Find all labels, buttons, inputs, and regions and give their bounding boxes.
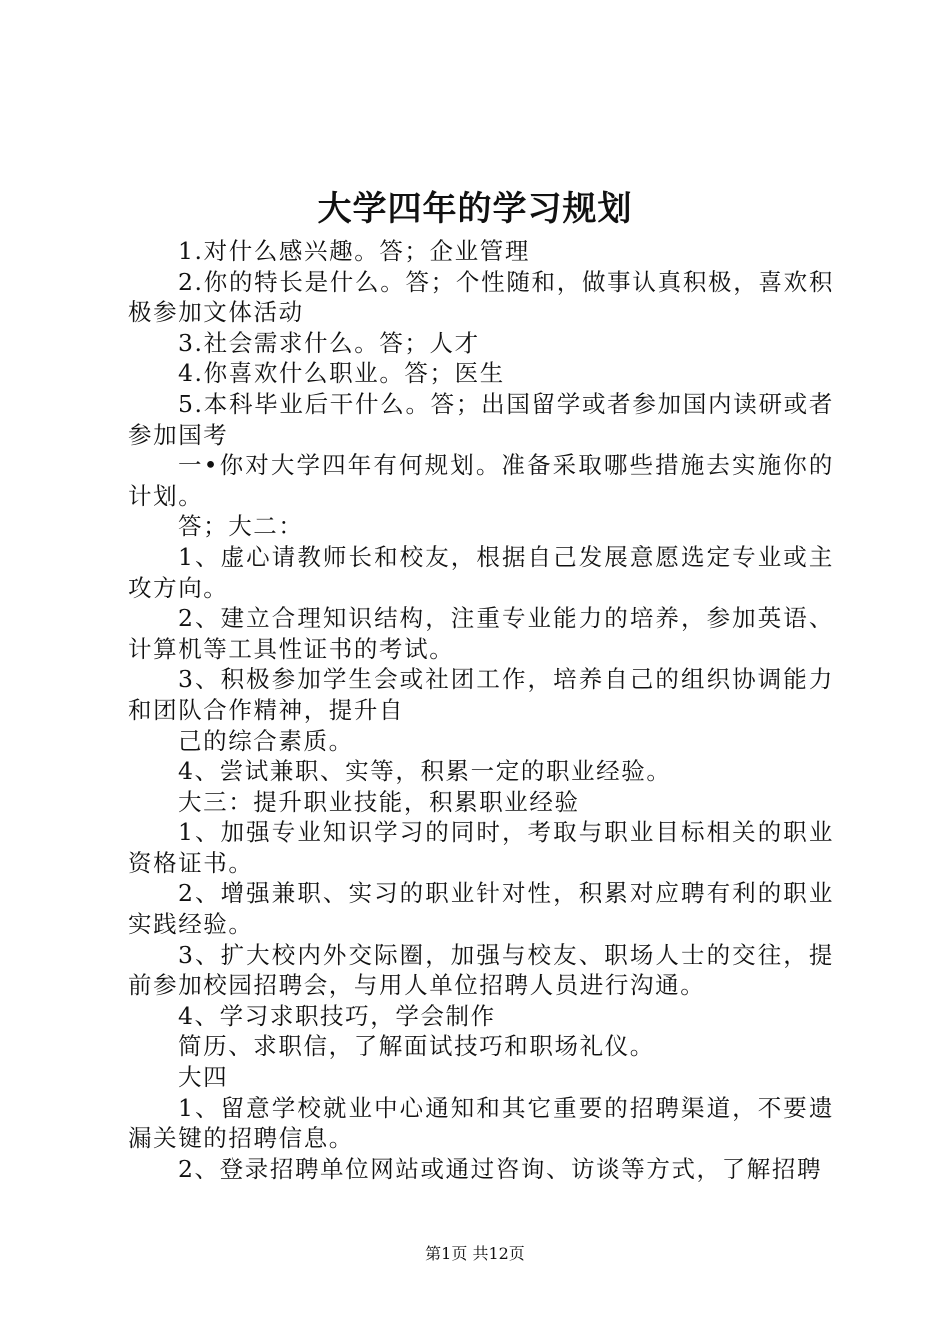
document-body — [128, 236, 834, 1184]
paragraph: 2、建立合理知识结构，注重专业能力的培养，参加英语、计算机等工具性证书的考试。 — [128, 604, 834, 663]
page-footer: 第1页 共12页 — [425, 1244, 525, 1263]
paragraph: 2.你的特长是什么。答；个性随和，做事认真积极，喜欢积极参加文体活动 — [128, 267, 834, 327]
document-title: 大学四年的学习规划 — [317, 189, 633, 229]
paragraph: 答；大二： — [178, 512, 304, 541]
paragraph: 4.你喜欢什么职业。答；医生 — [178, 359, 505, 388]
paragraph: 3.社会需求什么。答；人才 — [178, 328, 480, 357]
paragraph: 3、扩大校内外交际圈，加强与校友、职场人士的交往，提前参加校园招聘会，与用人单位招聘人员进行沟通。 — [128, 940, 834, 1000]
paragraph: 4、尝试兼职、实等，积累一定的职业经验。 — [178, 757, 672, 786]
paragraph: 1、留意学校就业中心通知和其它重要的招聘渠道，不要遗漏关键的招聘信息。 — [128, 1093, 834, 1153]
paragraph: 1、加强专业知识学习的同时，考取与职业目标相关的职业资格证书。 — [128, 818, 834, 877]
paragraph: 1、虚心请教师长和校友，根据自己发展意愿选定专业或主攻方向。 — [128, 542, 834, 602]
paragraph: 4、学习求职技巧，学会制作 — [178, 1001, 496, 1030]
paragraph: 简历、求职信，了解面试技巧和职场礼仪。 — [178, 1032, 655, 1061]
paragraph: 一•你对大学四年有何规划。准备采取哪些措施去实施你的计划。 — [128, 451, 834, 510]
paragraph: 3、积极参加学生会或社团工作，培养自己的组织协调能力和团队合作精神，提升自 — [128, 665, 834, 724]
paragraph: 1.对什么感兴趣。答；企业管理 — [178, 237, 530, 265]
paragraph: 大四 — [178, 1063, 229, 1092]
paragraph: 己的综合素质。 — [178, 726, 354, 755]
paragraph: 2、增强兼职、实习的职业针对性，积累对应聘有利的职业实践经验。 — [128, 879, 834, 939]
paragraph: 2、登录招聘单位网站或通过咨询、访谈等方式，了解招聘 — [178, 1154, 823, 1183]
paragraph: 大三：提升职业技能，积累职业经验 — [178, 787, 580, 816]
paragraph: 5.本科毕业后干什么。答；出国留学或者参加国内读研或者参加国考 — [128, 389, 834, 449]
